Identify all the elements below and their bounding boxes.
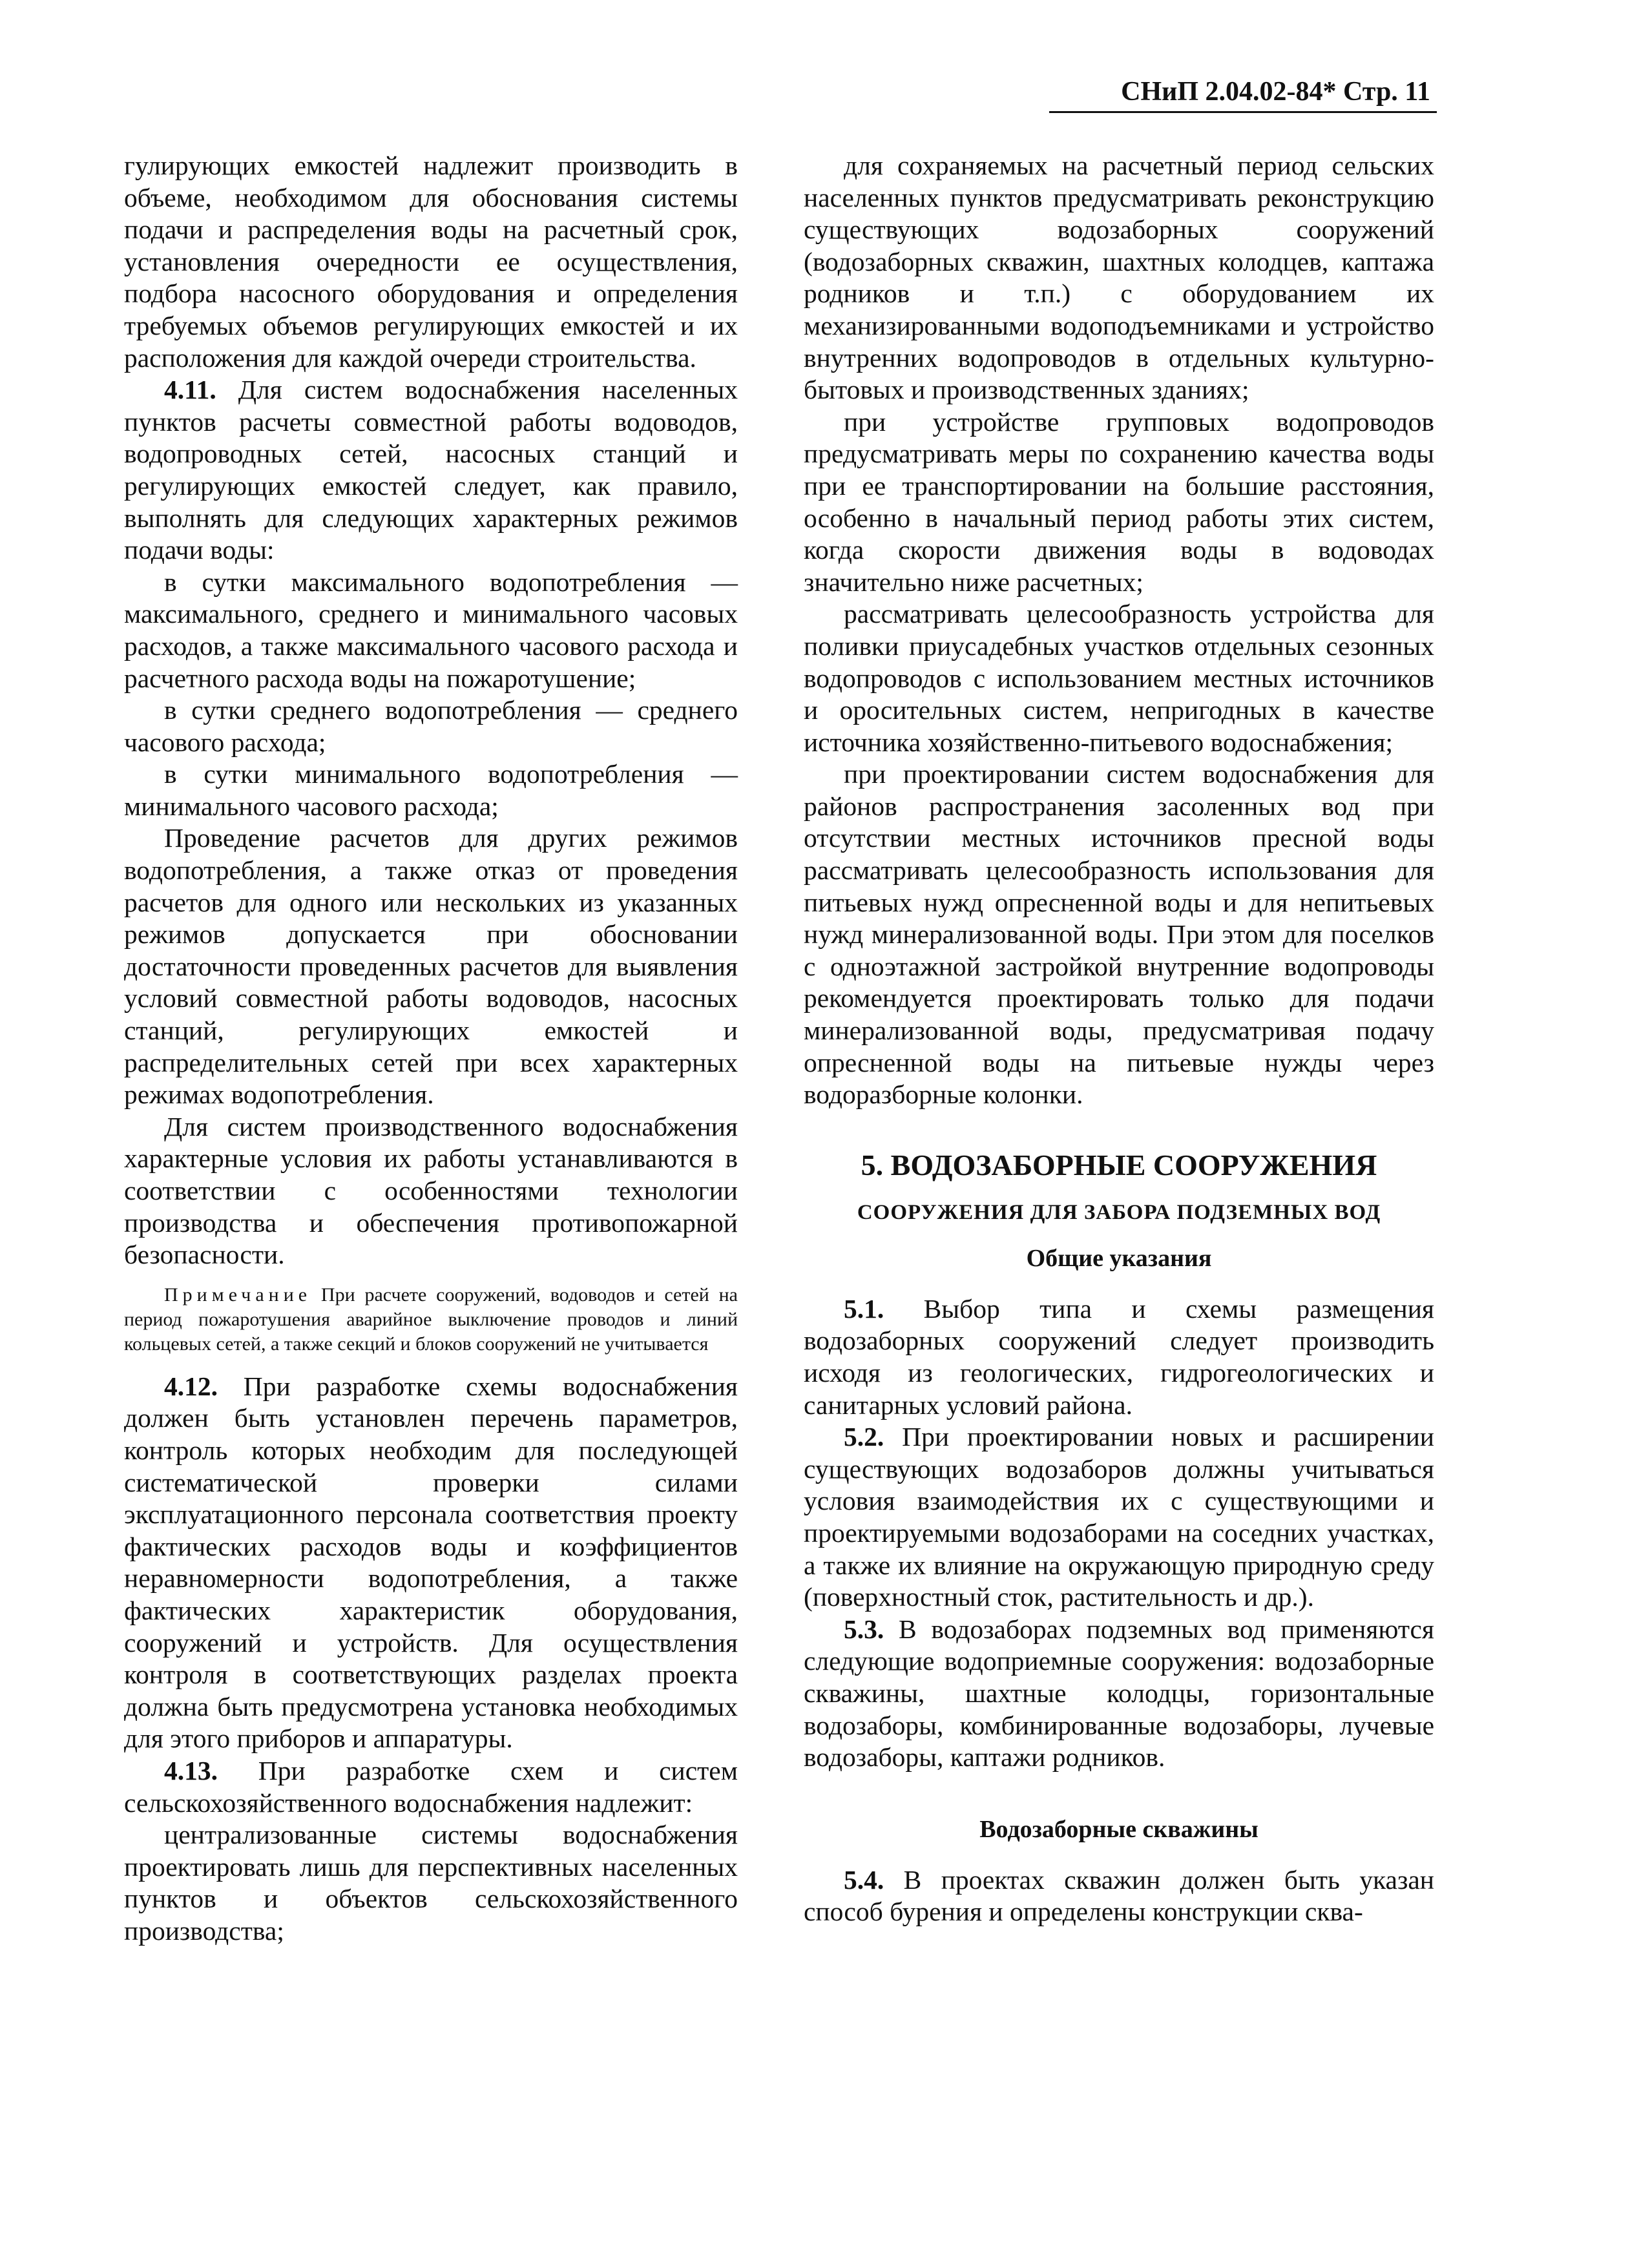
list-item: при устройстве групповых водопроводов предусматривать меры по сохранению качества воды при ее транспортировании на большие расстояния, особенно в начальный период работы этих систем, когда скорости движения воды в водоводах значительно ниже расчетных; (804, 406, 1434, 597)
clause-text: В водозаборах подземных вод применяются следующие водоприемные сооружения: водозаборные скважины, шахтные колодцы, горизонтальные водозаборы, комбинированные водозаборы, лучевые водозаборы, каптажи родников. (804, 1614, 1434, 1773)
paragraph-continuation: гулирующих емкостей надлежит производить в объеме, необходимом для обоснования системы подачи и распределения воды на расчетный срок, установления очередности ее осуществления, подбора насосного оборудования и определения требуемых объемов регулирующих емкостей и их расположения для каждой очереди строительства. (124, 151, 738, 373)
left-column (124, 150, 738, 1947)
heading-wells: Водозаборные скважины (979, 1815, 1258, 1843)
running-header: СНиП 2.04.02-84* Стр. 11 (1121, 77, 1430, 107)
note (124, 1283, 738, 1357)
clause-text: В проектах скважин должен быть указан способ бурения и определены конструкции сква- (804, 1864, 1434, 1927)
paragraph: Для систем производственного водоснабжения характерные условия их работы устанавливаются в соответствии с особенностями технологии производства и обеспечения противопожарной безопасности. (124, 1111, 738, 1270)
list-item: при проектировании систем водоснабжения для районов распространения засоленных вод при отсутствии местных источников пресной воды рассматривать целесообразность использования для питьевых нужд опресненной воды и для непитьевых нужд минерализованной воды. При этом для поселков с одноэтажной застройкой внутренние водопроводы рекомендуется проектировать только для подачи минерализованной воды, предусматривая подачу опресненной воды на питьевые нужды через водоразборные колонки. (804, 759, 1434, 1110)
paragraph: Проведение расчетов для других режимов водопотребления, а также отказ от проведения расчетов для одного или нескольких из указанных режимов допускается при обосновании достаточности проведенных расчетов для выявления условий совместной работы водоводов, насосных станций, регулирующих емкостей и распределительных сетей при всех характерных режимах водопотребления. (124, 823, 738, 1110)
paragraph-4-13 (124, 1755, 738, 1819)
paragraph-4-11 (124, 374, 738, 567)
note-label: Примечание (164, 1284, 312, 1306)
list-item: в сутки максимального водопотребления — максимального, среднего и минимального часовых расходов, а также максимального часового расхода и расчетного расхода воды на пожаротушение; (124, 567, 738, 693)
clause-number: 4.11. (164, 375, 216, 405)
clause-number: 5.1. (844, 1293, 884, 1324)
list-item: в сутки минимального водопотребления — минимального часового расхода; (124, 759, 738, 821)
paragraph-4-12 (124, 1371, 738, 1755)
header-rule (1049, 111, 1437, 113)
list-item: в сутки среднего водопотребления — среднего часового расхода; (124, 695, 738, 757)
clause-number: 5.2. (844, 1422, 884, 1452)
clause-text: Выбор типа и схемы размещения водозаборных сооружений следует производить исходя из геологических, гидрогеологических и санитарных условий района. (804, 1293, 1434, 1420)
subsection-title: СООРУЖЕНИЯ ДЛЯ ЗАБОРА ПОДЗЕМНЫХ ВОД (857, 1200, 1381, 1224)
clause-text: При разработке схемы водоснабжения должен быть установлен перечень параметров, контроль которых необходим для последующей систематической проверки силами эксплуатационного персонала соответствия проекту фактических расходов воды и коэффициентов неравномерности водопотребления, а также фактических характеристик оборудования, сооружений и устройств. Для осуществления контроля в соответствующих разделах проекта должна быть предусмотрена установка необходимых для этого приборов и аппаратуры. (124, 1371, 738, 1754)
paragraph-5-4 (804, 1864, 1434, 1928)
note-text: При расчете сооружений, водоводов и сетей на период пожаротушения аварийное выключение проводов и линий кольцевых сетей, а также секций и блоков сооружений не учитывается (124, 1284, 738, 1355)
section-title: 5. ВОДОЗАБОРНЫЕ СООРУЖЕНИЯ (861, 1148, 1377, 1181)
heading-general: Общие указания (1026, 1244, 1212, 1272)
clause-text: При разработке схем и систем сельскохозяйственного водоснабжения надлежит: (124, 1755, 738, 1818)
list-item: рассматривать целесообразность устройства для поливки приусадебных участков отдельных сезонных водопроводов с использованием местных источников и оросительных систем, непригодных в качестве источника хозяйственно-питьевого водоснабжения; (804, 599, 1434, 757)
clause-number: 5.4. (844, 1864, 884, 1895)
clause-number: 4.13. (164, 1755, 218, 1785)
clause-number: 4.12. (164, 1371, 218, 1401)
clause-text: Для систем водоснабжения населенных пунктов расчеты совместной работы водоводов, водопроводных сетей, насосных станций и регулирующих емкостей следует, как правило, выполнять для следующих характерных режимов подачи воды: (124, 375, 738, 565)
clause-number: 5.3. (844, 1614, 884, 1644)
paragraph-5-3 (804, 1614, 1434, 1774)
right-column (804, 150, 1434, 1928)
paragraph-5-1 (804, 1293, 1434, 1421)
paragraph-5-2 (804, 1421, 1434, 1614)
list-item: централизованные системы водоснабжения проектировать лишь для перспективных населенных пунктов и объектов сельскохозяйственного производства; (124, 1820, 738, 1946)
clause-text: При проектировании новых и расширении существующих водозаборов должны учитываться условия взаимодействия их с существующими и проектируемыми водозаборами на соседних участках, а также их влияние на окружающую природную среду (поверхностный сток, растительность и др.). (804, 1422, 1434, 1612)
list-item: для сохраняемых на расчетный период сельских населенных пунктов предусматривать реконструкцию существующих водозаборных сооружений (водозаборных скважин, шахтных колодцев, каптажа родников и т.п.) с оборудованием их механизированными водоподъемниками и устройство внутренних водопроводов в отдельных культурно-бытовых и производственных зданиях; (804, 151, 1434, 405)
